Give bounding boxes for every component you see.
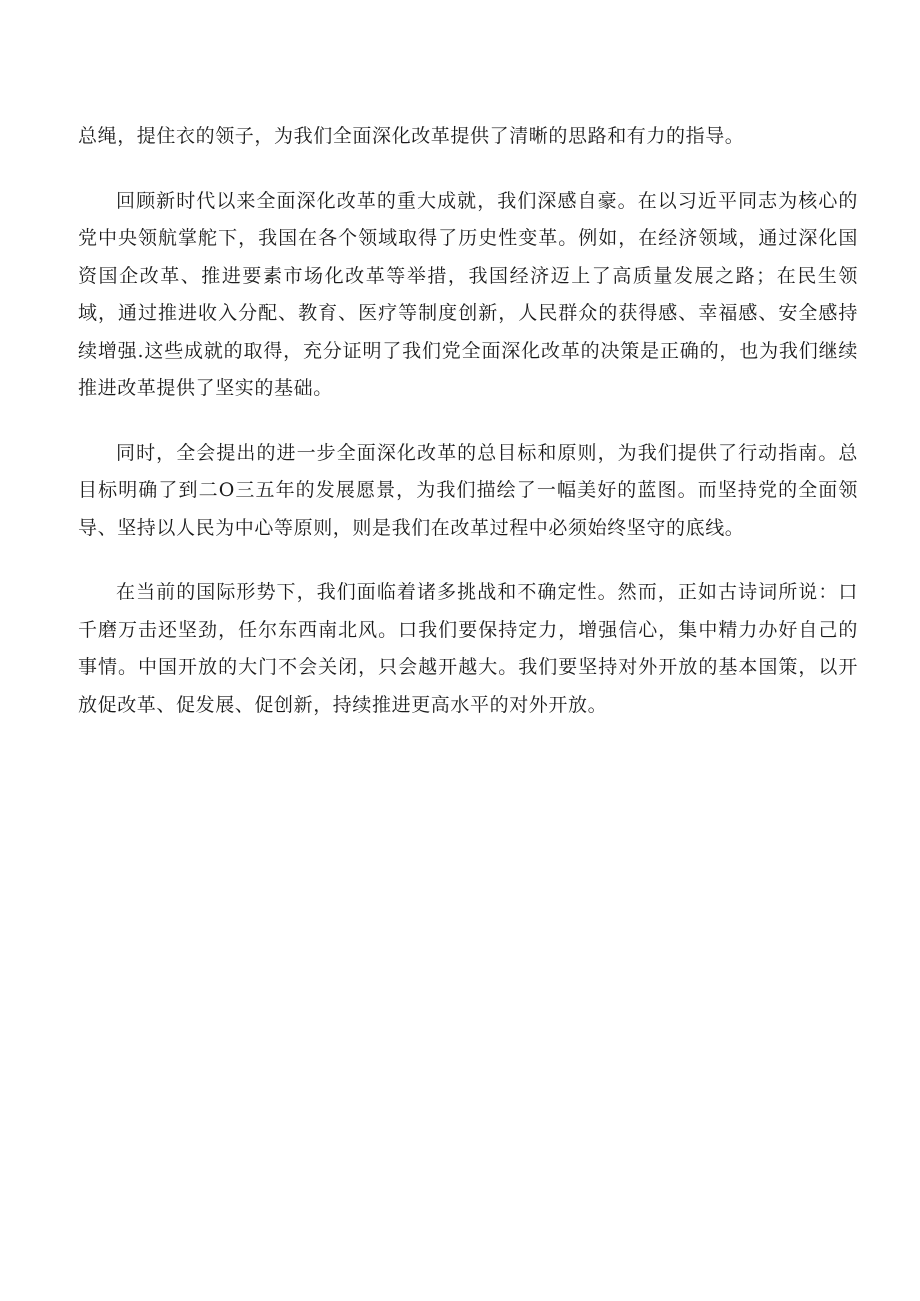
paragraph-reform-achievements: 回顾新时代以来全面深化改革的重大成就，我们深感自豪。在以习近平同志为核心的党中央领航掌舵下，我国在各个领域取得了历史性变革。例如，在经济领域，通过深化国资国企改革、推进要素市场化改革等举措，我国经济迈上了高质量发展之路；在民生领域，通过推进收入分配、教育、医疗等制度创新，人民群众的获得感、幸福感、安全感持续增强.这些成就的取得，充分证明了我们党全面深化改革的决策是正确的，也为我们继续推进改革提供了坚实的基础。	[78, 189, 858, 399]
paragraph-goals-principles: 同时，全会提出的进一步全面深化改革的总目标和原则，为我们提供了行动指南。总目标明确了到二O三五年的发展愿景，为我们描绘了一幅美好的蓝图。而坚持党的全面领导、坚持以人民为中心等原则，则是我们在改革过程中必须始终坚守的底线。	[78, 441, 858, 539]
document-page	[78, 118, 858, 751]
paragraph-international-situation: 在当前的国际形势下，我们面临着诸多挑战和不确定性。然而，正如古诗词所说：口千磨万击还坚劲，任尔东西南北风。口我们要保持定力，增强信心，集中精力办好自己的事情。中国开放的大门不会关闭，只会越开越大。我们要坚持对外开放的基本国策，以开放促改革、促发展、促创新，持续推进更高水平的对外开放。	[78, 581, 858, 716]
paragraph-continuation: 总绳，提住衣的领子，为我们全面深化改革提供了清晰的思路和有力的指导。	[78, 125, 745, 147]
